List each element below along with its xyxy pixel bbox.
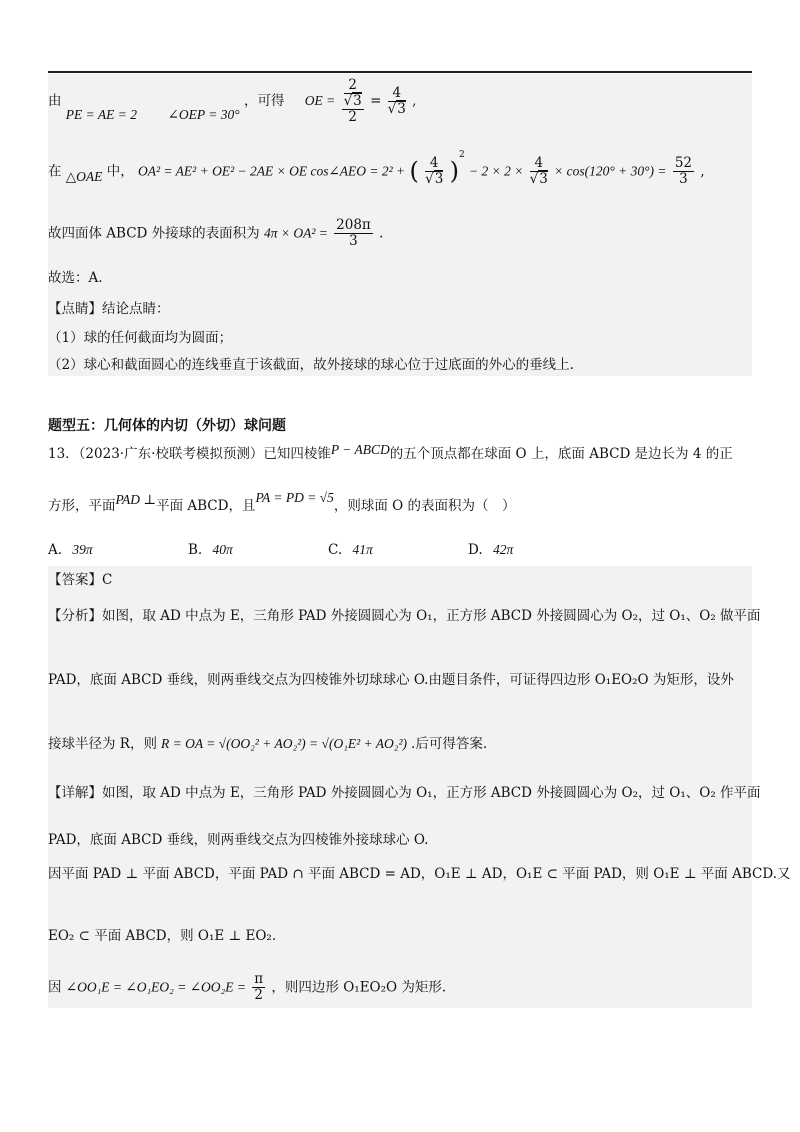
prev-line-6: （1）球的任何截面均为圆面；	[48, 330, 233, 346]
text: 故四面体 ABCD 外接球的表面积为	[48, 225, 260, 242]
numerator: 208π	[336, 217, 371, 233]
formula: △OAE	[65, 169, 103, 184]
text: 方形，平面	[48, 498, 116, 514]
q13-detail-3: 因平面 PAD ⊥ 平面 ABCD，平面 PAD ∩ 平面 ABCD = AD，O₁E ⊥ AD，O₁E ⊂ 平面 PAD，则 O₁E ⊥ 平面 ABCD.又	[48, 866, 791, 882]
formula: PA = PD = √5	[255, 490, 334, 505]
formula: PAD ⊥	[115, 492, 157, 507]
q13-analysis-3	[48, 736, 487, 752]
numerator: 4	[530, 156, 548, 172]
radicand: 3	[353, 92, 362, 109]
fraction	[252, 972, 265, 1003]
option-b	[188, 542, 233, 558]
option-letter: C.	[328, 542, 343, 558]
denominator: 3	[349, 232, 358, 249]
formula: P − ABCD	[330, 442, 390, 457]
option-letter: A.	[48, 542, 63, 558]
fraction: $\frac{4}{√3}$	[425, 155, 444, 187]
denominator: 2	[254, 986, 263, 1003]
fraction: $\frac{4}{√3}$	[387, 84, 406, 117]
option-value: 42π	[492, 542, 514, 557]
denominator: 3	[679, 171, 688, 187]
q13-detail-1: 【详解】如图，取 AD 中点为 E，三角形 PAD 外接圆圆心为 O₁，正方形 ABCD 外接圆圆心为 O₂，过 O₁、O₂ 作平面	[48, 785, 761, 801]
q13-detail-4: EO₂ ⊂ 平面 ABCD，则 O₁E ⊥ EO₂.	[48, 928, 277, 944]
formula: PE = AE = 2	[65, 106, 138, 122]
section-title: 题型五：几何体的内切（外切）球问题	[48, 418, 286, 434]
option-d	[468, 542, 513, 558]
prev-line-4: 故选：A.	[48, 270, 103, 286]
fraction: 2 √3 2	[343, 77, 362, 125]
option-value: 40π	[212, 542, 233, 557]
formula: R = OA = √(OO₂² + AO₂²) = √(O₁E² + AO₂²)	[160, 736, 408, 751]
text: 接球半径为 R，则	[48, 736, 157, 752]
q13-answer: 【答案】C	[48, 572, 113, 588]
fraction	[334, 218, 373, 249]
formula: OE =	[304, 93, 336, 109]
q13-stem-line-2	[48, 490, 516, 514]
q13-stem-line-1	[48, 442, 733, 462]
fraction: $\frac{4}{√3}$	[529, 155, 548, 187]
radicand: 3	[539, 171, 548, 187]
text: 平面 ABCD，且	[156, 498, 256, 514]
prev-line-1: 由 PE = AE = 2 ∠OEP = 30° ，可得 OE = 2 √3 2 = $\frac{4}{√3}$ ,	[48, 77, 417, 125]
numerator: 4	[425, 156, 443, 172]
text: 因	[48, 979, 62, 996]
option-c	[328, 542, 373, 558]
option-value: 41π	[352, 542, 373, 557]
text: 中，	[106, 163, 134, 180]
formula: 4π × OA² =	[263, 225, 328, 241]
radicand: 3	[434, 171, 444, 187]
prev-line-5: 【点睛】结论点睛：	[48, 301, 170, 317]
denominator: 2	[348, 108, 357, 125]
text: 13．（2023·广东·校联考模拟预测）已知四棱锥	[48, 446, 331, 462]
formula: ∠OEP = 30°	[167, 106, 240, 122]
formula: − 2 × 2 ×	[469, 163, 524, 179]
q13-detail-5	[48, 972, 446, 1003]
q13-detail-2: PAD，底面 ABCD 垂线，则两垂线交点为四棱锥外接球球心 O.	[48, 832, 429, 848]
q13-analysis-2: PAD，底面 ABCD 垂线，则两垂线交点为四棱锥外切球球心 O.由题目条件，可证得四边形 O₁EO₂O 为矩形，设外	[48, 672, 734, 688]
text: ，可得	[243, 93, 285, 110]
text: 由	[48, 93, 62, 110]
option-a	[48, 542, 93, 558]
q13-analysis-1: 【分析】如图，取 AD 中点为 E，三角形 PAD 外接圆圆心为 O₁，正方形 ABCD 外接圆圆心为 O₂，过 O₁、O₂ 做平面	[48, 608, 761, 624]
radicand: 3	[397, 100, 406, 117]
numerator: 4	[388, 86, 406, 102]
formula: OA² = AE² + OE² − 2AE × OE cos∠AEO = 2² +	[138, 163, 406, 179]
text: 的五个顶点都在球面 O 上，底面 ABCD 是边长为 4 的正	[389, 446, 733, 462]
formula: ∠OO₁E = ∠O₁EO₂ = ∠OO₂E =	[65, 979, 246, 995]
prev-line-7: （2）球心和截面圆心的连线垂直于该截面，故外接球的球心位于过底面的外心的垂线上.	[48, 357, 574, 373]
text: ，则四边形 O₁EO₂O 为矩形.	[271, 979, 447, 996]
option-value: 39π	[72, 542, 93, 557]
formula: × cos(120° + 30°) =	[554, 163, 667, 179]
fraction	[673, 156, 694, 187]
prev-line-2: 在 △OAE 中， OA² = AE² + OE² − 2AE × OE cos∠AEO = 2² + ( $\frac{4}{√3}$ )$^2$ − 2 × 2 × $\frac{4}{√3}$ × cos(120° + 30°) = $\frac{52}{3}$ ,	[48, 150, 705, 187]
prev-line-3: 故四面体 ABCD 外接球的表面积为 4π × OA² = $\frac{208\pi}{3}$ .	[48, 217, 384, 249]
top-rule	[48, 71, 752, 73]
text: ，则球面 O 的表面积为（ ）	[333, 498, 516, 514]
numerator: 2	[344, 78, 362, 94]
numerator: 52	[674, 155, 693, 172]
text: .后可得答案.	[411, 736, 488, 752]
option-letter: D.	[468, 542, 483, 558]
option-letter: B.	[188, 542, 203, 558]
text: 在	[48, 163, 62, 180]
numerator: π	[254, 971, 264, 987]
